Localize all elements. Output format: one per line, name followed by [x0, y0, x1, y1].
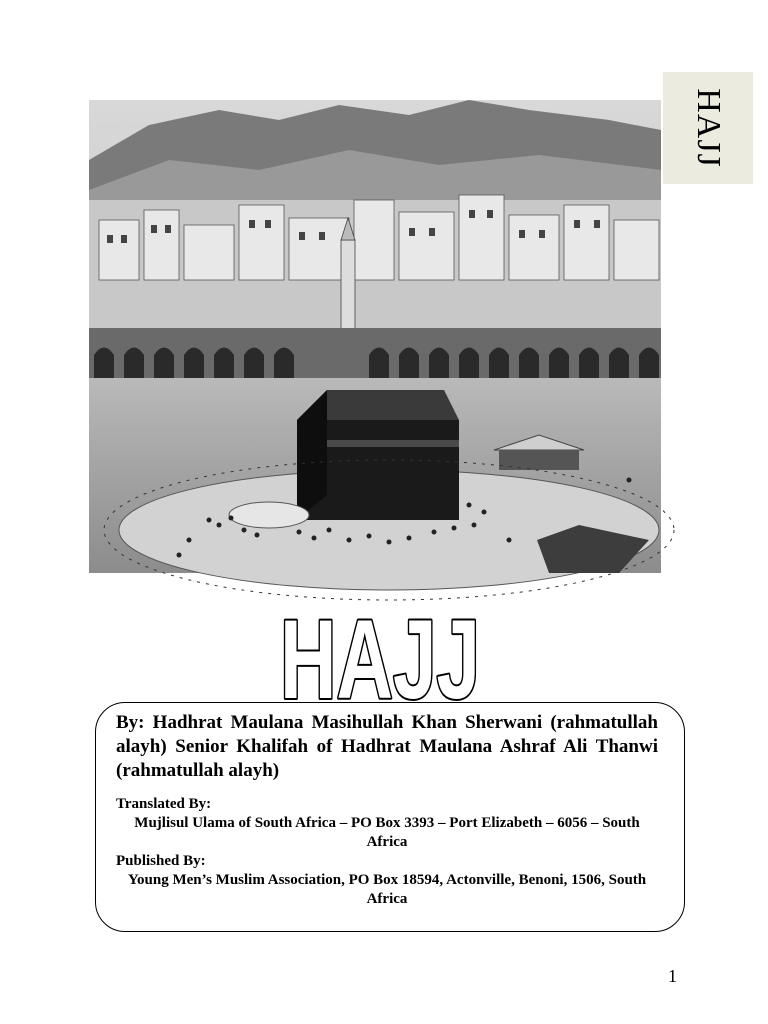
side-tab [663, 72, 753, 184]
hajj-title [270, 597, 490, 722]
kaaba-photo-illustration [89, 100, 661, 573]
page-number: 1 [668, 966, 677, 986]
published-label: Published By: [116, 853, 206, 869]
author-line: By: Hadhrat Maulana Masihullah Khan Sherwani (rahmatullah alayh) Senior Khalifah of Hadhrat Maulana Ashraf Ali Thanwi (rahmatullah alayh) [116, 712, 658, 781]
cover-photo [89, 100, 661, 573]
hajj-title-text: HAJJ [280, 597, 480, 722]
translated-by: Mujlisul Ulama of South Africa – PO Box 3393 – Port Elizabeth – 6056 – South Africa [134, 815, 640, 850]
side-tab-label: HAJJ [689, 88, 727, 168]
published-by: Young Men’s Muslim Association, PO Box 18594, Actonville, Benoni, 1506, South Africa [127, 872, 647, 907]
credits-box [95, 702, 685, 932]
translated-label: Translated By: [116, 796, 212, 812]
